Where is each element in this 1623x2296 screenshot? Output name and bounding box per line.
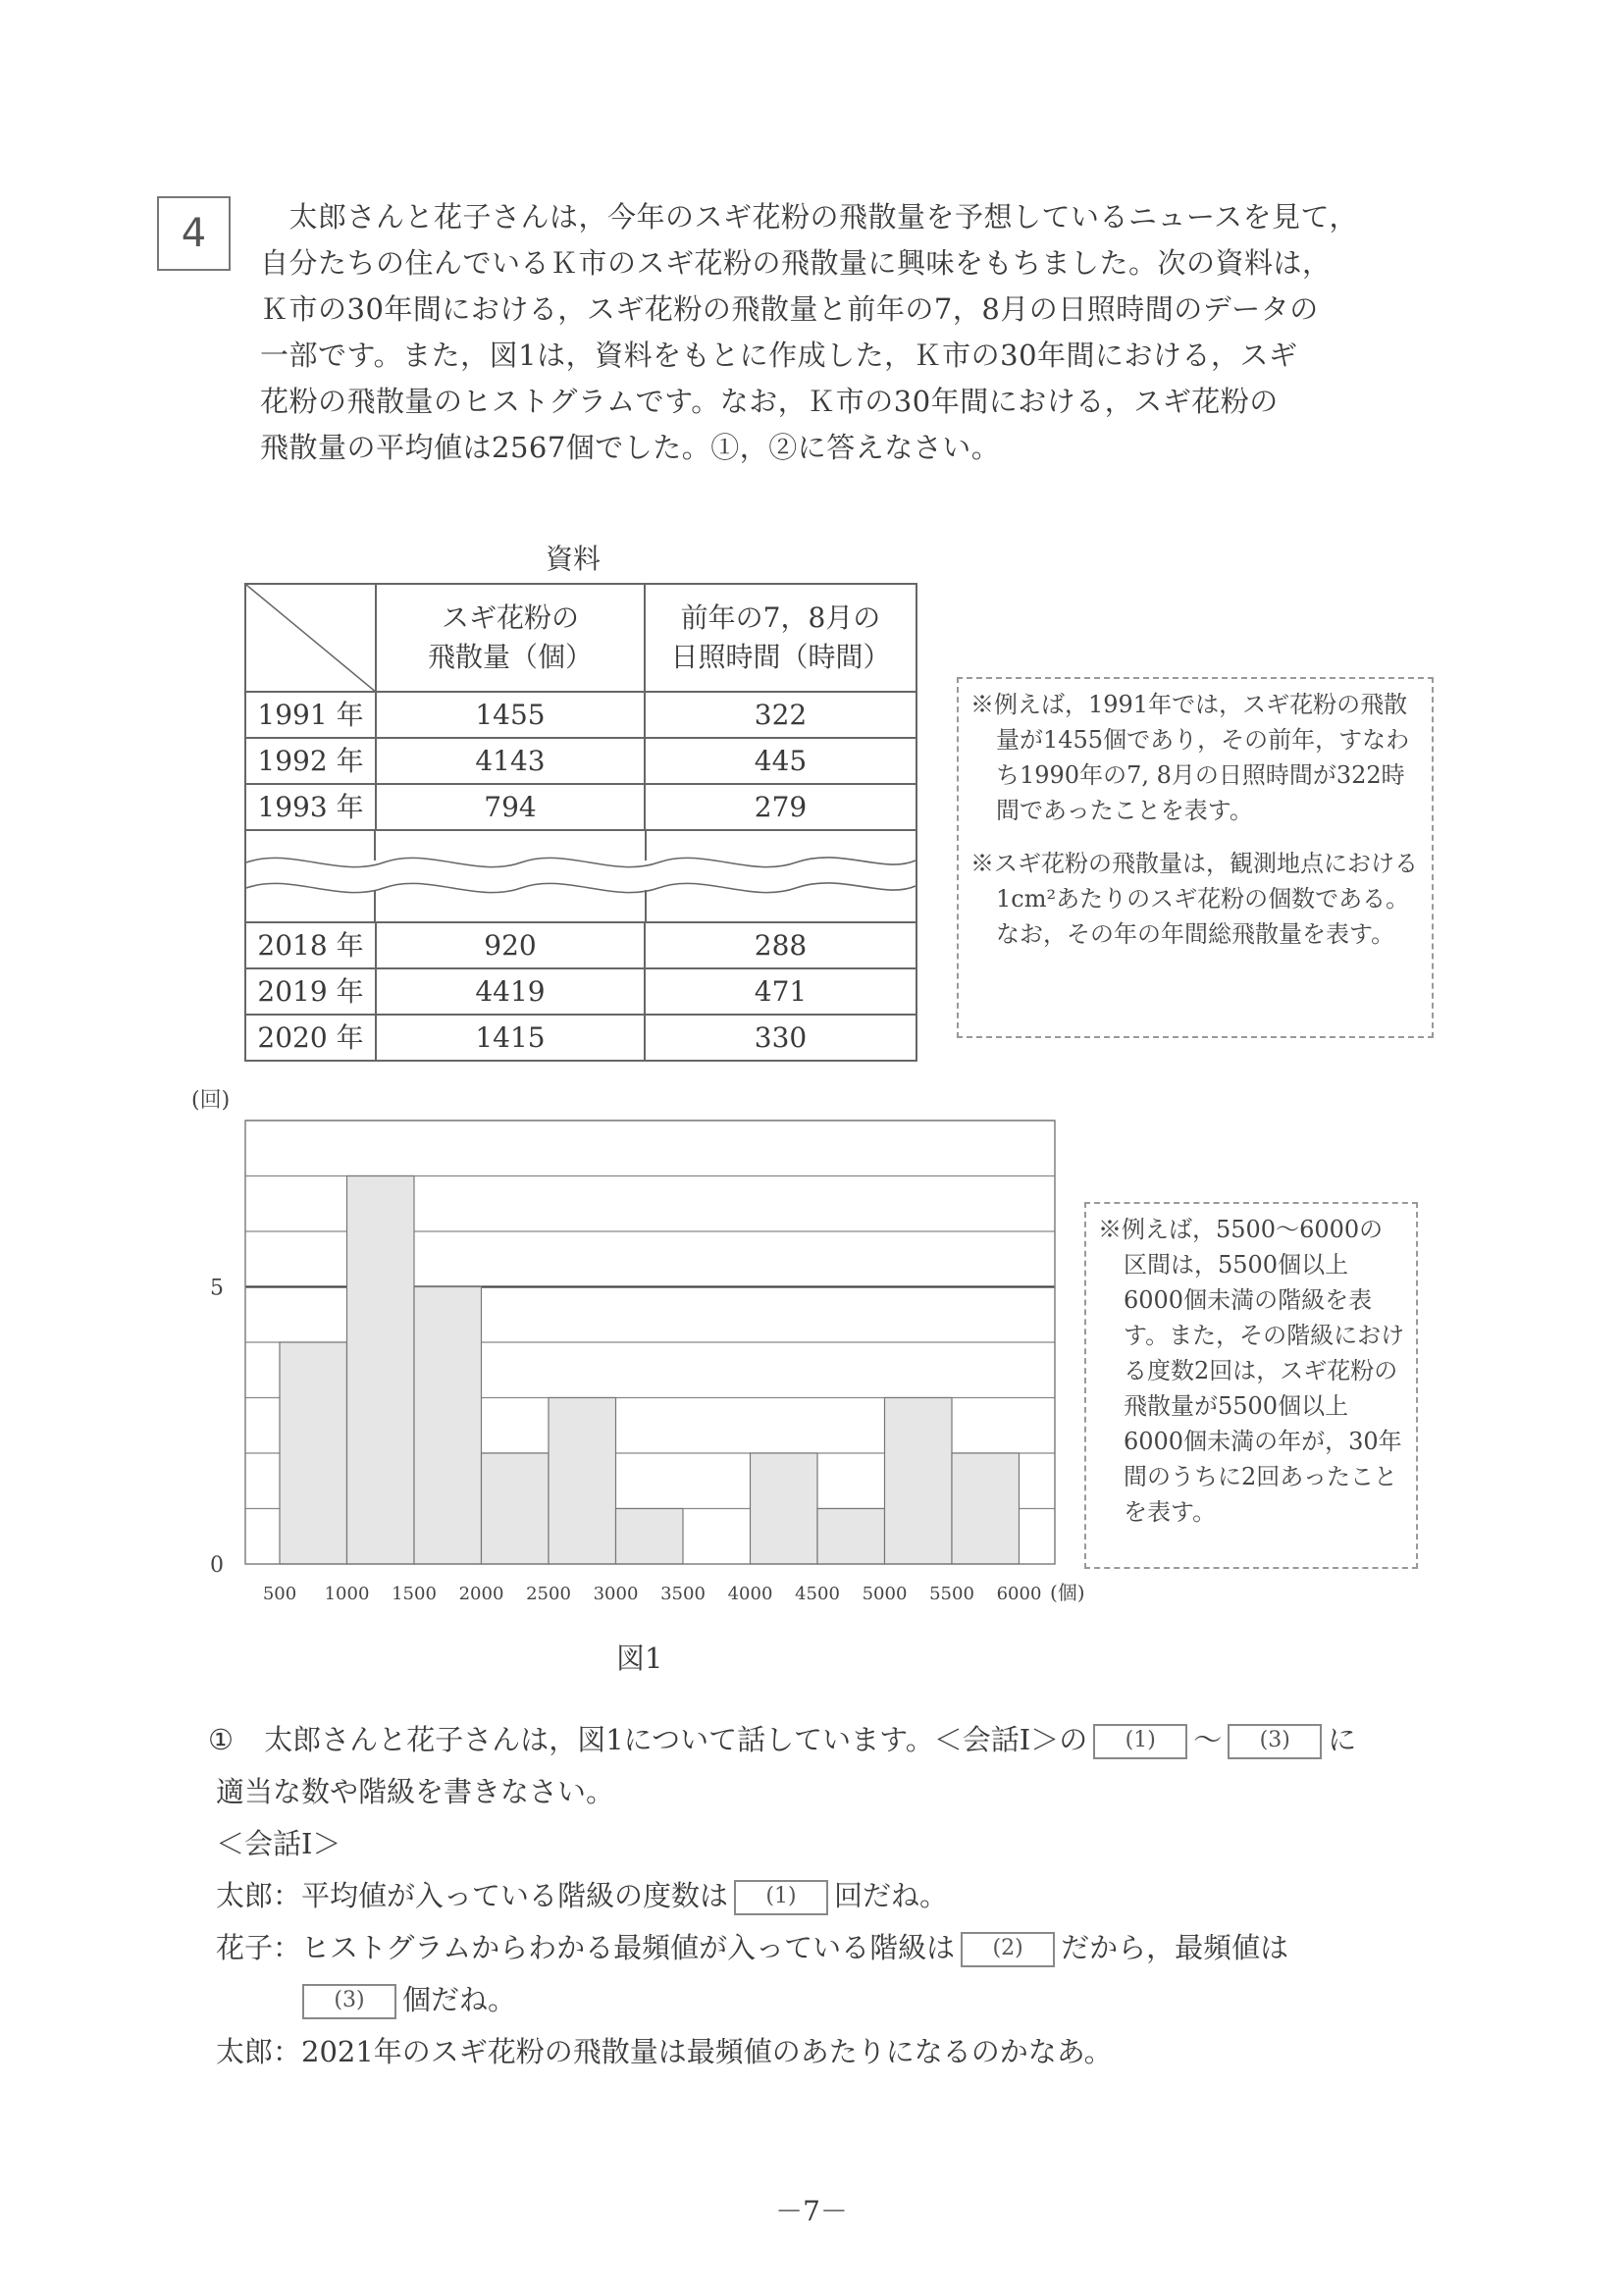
tilde: ～ xyxy=(1193,1723,1223,1756)
sunshine-cell: 445 xyxy=(645,738,916,784)
histogram-bar xyxy=(347,1176,415,1565)
pollen-cell: 920 xyxy=(376,922,645,968)
histogram-bar xyxy=(952,1453,1020,1564)
histogram-bar xyxy=(751,1453,818,1564)
conversation-line xyxy=(208,1925,1444,1977)
table-note: ※スギ花粉の飛散量は，観測地点における1cm²あたりのスギ花粉の個数である。なお，その年の年間総飛散量を表す。 xyxy=(970,850,1418,948)
histogram-bar xyxy=(817,1509,885,1565)
histogram-chart xyxy=(167,1079,1089,1629)
y-axis-unit: (回) xyxy=(191,1088,231,1113)
intro-paragraph xyxy=(260,194,1438,471)
prompt-text-end: に xyxy=(1328,1723,1357,1756)
histogram-bar xyxy=(549,1398,616,1565)
table-break-row xyxy=(245,830,916,922)
hanako-line-end: 個だね。 xyxy=(402,1983,517,2016)
y-tick-label: 0 xyxy=(210,1553,224,1578)
blank-1-box[interactable]: (1) xyxy=(1093,1724,1187,1759)
pollen-cell: 4143 xyxy=(376,738,645,784)
corner-cell xyxy=(245,584,376,692)
histogram-bar xyxy=(616,1509,684,1565)
conversation-line: 太郎：2021年のスギ花粉の飛散量は最頻値のあたりになるのかなあ。 xyxy=(216,2035,1113,2068)
pollen-cell: 4419 xyxy=(376,968,645,1015)
diagonal-line xyxy=(246,585,377,693)
sunshine-cell: 288 xyxy=(645,922,916,968)
table-row xyxy=(245,922,916,968)
data-table xyxy=(244,583,917,1062)
x-tick-label: 4000 xyxy=(727,1584,773,1604)
intro-line: 太郎さんと花子さんは，今年のスギ花粉の飛散量を予想しているニュースを見て， xyxy=(260,200,1358,234)
table-row xyxy=(245,968,916,1015)
blank-3-box[interactable]: (3) xyxy=(302,1984,396,2019)
break-cell xyxy=(245,830,916,922)
question-prompt-line2: 適当な数や階級を書きなさい。 xyxy=(216,1775,615,1808)
chart-note: ※例えば，5500～6000の区間は，5500個以上6000個未満の階級を表す。また，その階級における度数2回は，スギ花粉の飛散量が5500個以上6000個未満の年が，30年間のうちに2回あったことを表す。 xyxy=(1098,1216,1405,1526)
conversation-line xyxy=(208,1873,1444,1925)
year-cell: 2019 年 xyxy=(245,968,376,1015)
taro-line-1: 太郎：平均値が入っている階級の度数は xyxy=(216,1879,729,1912)
question-1 xyxy=(208,1717,1444,2081)
question-marker: ① xyxy=(208,1723,234,1756)
x-tick-label: 4500 xyxy=(795,1584,840,1604)
bars xyxy=(280,1176,1020,1565)
x-tick-label: 1500 xyxy=(392,1584,437,1604)
table-note-box xyxy=(957,677,1434,1038)
x-axis-unit: (個) xyxy=(1050,1581,1085,1604)
question-prompt-line xyxy=(208,1717,1444,1769)
year-cell: 1993 年 xyxy=(245,784,376,830)
header-pollen-line1: スギ花粉の xyxy=(441,601,579,634)
hanako-line-mid: だから，最頻値は xyxy=(1061,1931,1289,1964)
page-number: －7－ xyxy=(775,2195,848,2227)
year-cell: 1992 年 xyxy=(245,738,376,784)
header-pollen xyxy=(376,584,645,692)
pollen-cell: 1455 xyxy=(376,692,645,738)
x-tick-label: 6000 xyxy=(996,1584,1042,1604)
pollen-cell: 1415 xyxy=(376,1015,645,1061)
x-tick-label: 2000 xyxy=(458,1584,504,1604)
sunshine-cell: 279 xyxy=(645,784,916,830)
x-tick-labels xyxy=(263,1584,1042,1604)
chart-note-box xyxy=(1084,1202,1418,1569)
table-row xyxy=(245,784,916,830)
header-sunshine-line2: 日照時間（時間） xyxy=(670,641,891,673)
x-tick-label: 3500 xyxy=(660,1584,706,1604)
break-gap xyxy=(246,861,916,890)
table-caption: 資料 xyxy=(546,543,602,575)
break-wrap xyxy=(246,831,916,921)
hanako-line: 花子：ヒストグラムからわかる最頻値が入っている階級は xyxy=(216,1931,956,1964)
table-note: ※例えば，1991年では，スギ花粉の飛散量が1455個であり，その前年，すなわち1990年の7, 8月の日照時間が322時間であったことを表す。 xyxy=(970,691,1410,824)
conversation-line xyxy=(208,1977,1444,2029)
x-tick-label: 2500 xyxy=(526,1584,571,1604)
taro-line-1-end: 回だね。 xyxy=(834,1879,949,1912)
histogram-bar xyxy=(482,1453,550,1564)
pollen-cell: 794 xyxy=(376,784,645,830)
question-number: 4 xyxy=(181,211,207,256)
sunshine-cell: 471 xyxy=(645,968,916,1015)
y-tick-label: 5 xyxy=(210,1276,224,1301)
intro-line: 花粉の飛散量のヒストグラムです。なお，Ｋ市の30年間における，スギ花粉の xyxy=(260,385,1279,418)
table-header-row xyxy=(245,584,916,692)
header-pollen-line2: 飛散量（個） xyxy=(427,641,593,673)
conversation-title: ＜会話Ⅰ＞ xyxy=(216,1827,341,1860)
year-cell: 2020 年 xyxy=(245,1015,376,1061)
intro-line: 一部です。また，図1は，資料をもとに作成した，Ｋ市の30年間における，スギ xyxy=(260,339,1298,372)
x-tick-label: 1000 xyxy=(324,1584,370,1604)
histogram-bar xyxy=(280,1342,347,1564)
question-number-box xyxy=(157,196,231,271)
blank-2-box[interactable]: (2) xyxy=(961,1932,1055,1967)
intro-line: Ｋ市の30年間における，スギ花粉の飛散量と前年の7，8月の日照時間のデータの xyxy=(260,292,1319,326)
table-row xyxy=(245,738,916,784)
blank-1-box[interactable]: (1) xyxy=(734,1880,828,1915)
prompt-text: 太郎さんと花子さんは，図1について話しています。＜会話Ⅰ＞の xyxy=(264,1723,1088,1756)
year-cell: 1991 年 xyxy=(245,692,376,738)
table-break-wave xyxy=(246,831,916,921)
figure-caption: 図1 xyxy=(616,1642,663,1675)
intro-line: 飛散量の平均値は2567個でした。①，②に答えなさい。 xyxy=(260,431,1001,464)
x-tick-label: 5500 xyxy=(929,1584,974,1604)
x-tick-label: 5000 xyxy=(862,1584,908,1604)
intro-line: 自分たちの住んでいるＫ市のスギ花粉の飛散量に興味をもちました。次の資料は， xyxy=(260,246,1332,280)
sunshine-cell: 330 xyxy=(645,1015,916,1061)
x-tick-label: 500 xyxy=(262,1584,297,1604)
year-cell: 2018 年 xyxy=(245,922,376,968)
header-sunshine-line1: 前年の7，8月の xyxy=(680,601,881,634)
table-row xyxy=(245,692,916,738)
table-row xyxy=(245,1015,916,1061)
header-sunshine xyxy=(645,584,916,692)
histogram-bar xyxy=(414,1287,482,1565)
sunshine-cell: 322 xyxy=(645,692,916,738)
blank-3-box[interactable]: (3) xyxy=(1228,1724,1322,1759)
x-tick-label: 3000 xyxy=(593,1584,639,1604)
histogram-bar xyxy=(885,1398,953,1565)
y-tick-labels xyxy=(210,1277,224,1579)
